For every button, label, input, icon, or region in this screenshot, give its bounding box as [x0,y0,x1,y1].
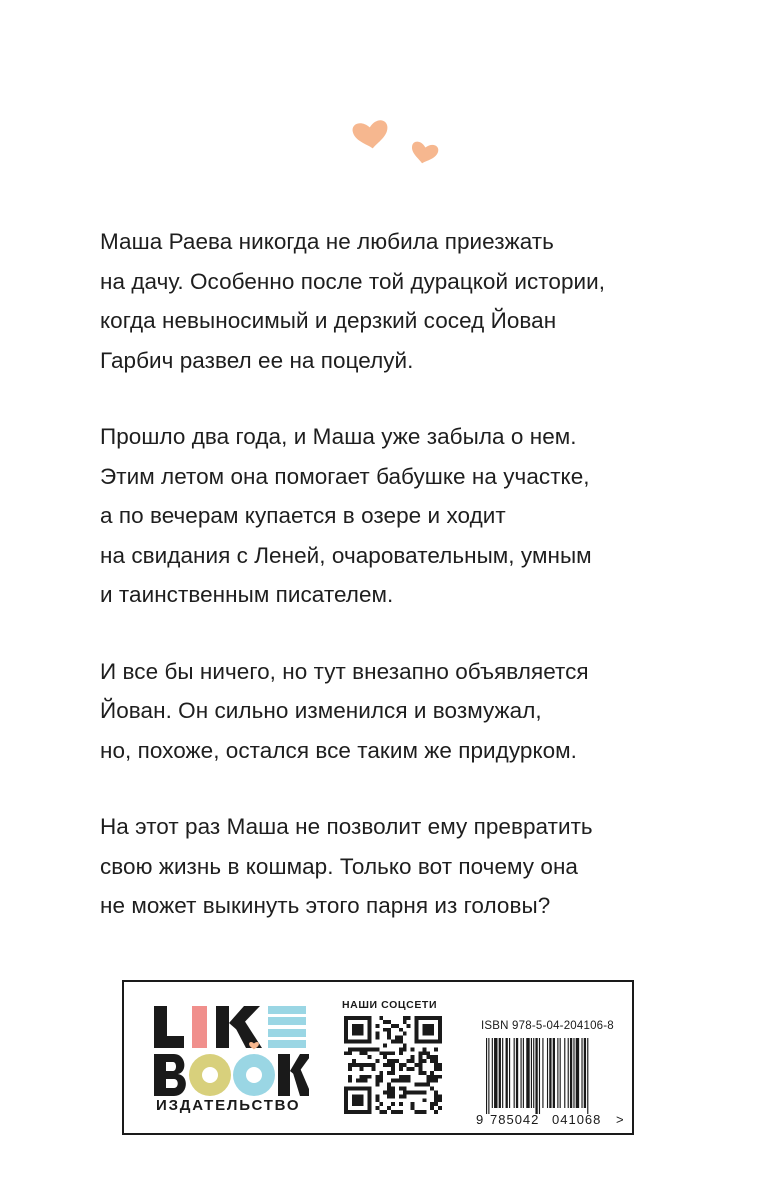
isbn-label: ISBN 978-5-04-204106-8 [481,1020,614,1032]
barcode-digit-lead: 9 [476,1112,484,1126]
text-line: Прошло два года, и Маша уже забыла о нем. [100,424,577,449]
logo-row-book [154,1042,309,1096]
qr-code-icon[interactable] [344,1016,442,1114]
paragraph-1 [100,222,720,380]
barcode-digits-right: 041068 [552,1112,602,1126]
text-line: На этот раз Маша не позволит ему превратить [100,814,593,839]
hearts-icon [345,112,445,182]
publisher-footer [122,980,634,1135]
text-line: а по вечерам купается в озере и ходит [100,503,506,528]
publisher-label: ИЗДАТЕЛЬСТВО [156,1097,301,1114]
text-line: и таинственным писателем. [100,582,394,607]
text-line: Этим летом она помогает бабушке на участке, [100,463,590,489]
blurb-text [100,222,720,963]
barcode-digits-left: 785042 [490,1112,540,1126]
text-line: Йован. Он сильно изменился и возмужал, [100,698,542,723]
text-line: когда невыносимый и дерзкий сосед Йован [100,308,557,333]
text-line: свою жизнь в кошмар. Только вот почему она [100,853,578,879]
logo-row-like [154,1006,306,1048]
paragraph-4 [100,807,720,926]
barcode [476,1038,626,1126]
text-line: Гарбич развел ее на поцелуй. [100,347,414,373]
barcode-end-marker: > [616,1112,624,1126]
text-line: на дачу. Особенно после той дурацкой истории, [100,268,606,294]
paragraph-3 [100,652,720,771]
text-line: Маша Раева никогда не любила приезжать [100,229,554,254]
text-line: И все бы ничего, но тут внезапно объявляется [100,658,589,684]
text-line: на свидания с Леней, очаровательным, умным [100,542,592,568]
paragraph-2 [100,417,720,615]
text-line: но, похоже, остался все таким же придурком. [100,737,577,763]
social-label: НАШИ СОЦСЕТИ [342,999,438,1011]
text-line: не может выкинуть этого парня из головы? [100,893,551,918]
